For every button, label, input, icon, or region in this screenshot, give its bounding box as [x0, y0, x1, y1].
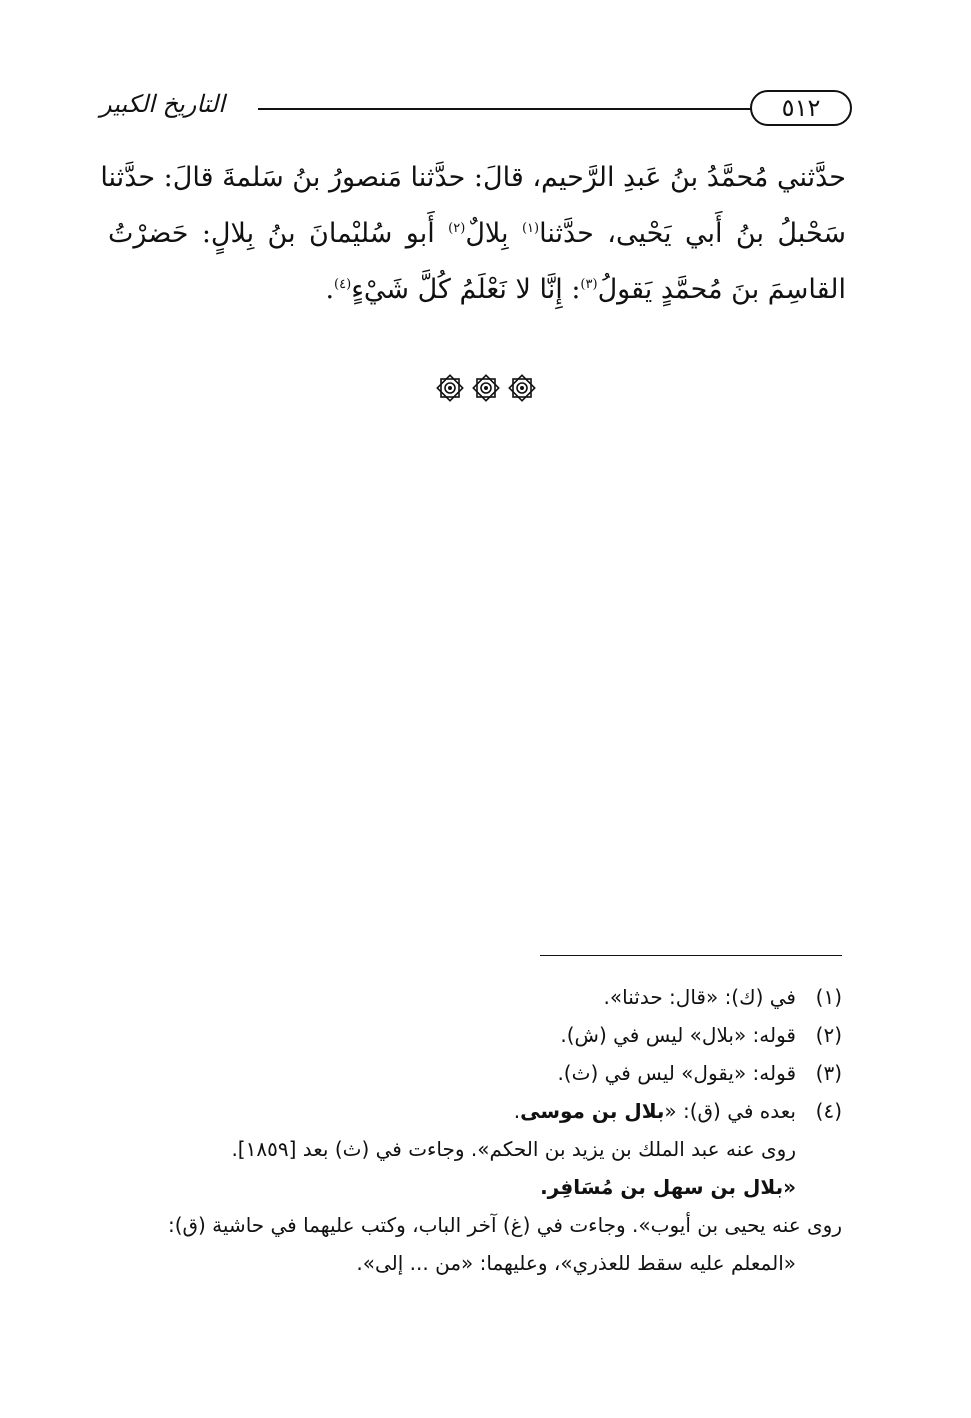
- ornament-icon-1: [434, 372, 466, 404]
- footnote-continuation: «المعلم عليه سقط للعذري»، وعليهما: «من ... إلى».: [356, 1251, 796, 1275]
- main-line-3: [108, 262, 846, 318]
- main-line-3-end: .: [325, 274, 335, 305]
- main-line-2-start: سَحْبلُ بنُ أَبي يَحْيى، حدَّثنا: [539, 218, 847, 249]
- main-line-2-mid: بِلالٌ: [465, 218, 522, 249]
- main-line-3-start: القاسِمَ بنَ مُحمَّدٍ يَقولُ: [597, 274, 846, 305]
- page-number: ٥١٢: [781, 94, 821, 122]
- footnote-item: [100, 1054, 842, 1092]
- footnote-continuation: روى عنه يحيى بن أيوب». وجاءت في (غ) آخر الباب، وكتب عليهما في حاشية (ق):: [167, 1213, 842, 1237]
- footnote-item: [100, 978, 842, 1016]
- footnote-item: [100, 1092, 842, 1130]
- footnote-text-suffix: .: [513, 1099, 521, 1123]
- main-line-3-mid: : إِنَّا لا نَعْلَمُ كُلَّ شَيْءٍ: [351, 274, 581, 305]
- footnote-continuation: «بلال بن سهل بن مُسَافِر.: [540, 1175, 796, 1199]
- main-text: [100, 150, 847, 318]
- main-line-1: حدَّثني مُحمَّدُ بنُ عَبدِ الرَّحيم، قالَ: حدَّثنا مَنصورُ بنُ سَلمةَ قالَ: حدَّثنا: [100, 162, 846, 193]
- footnotes: [100, 978, 842, 1282]
- header-rule: [258, 108, 752, 110]
- ornament-icon-2: [470, 372, 502, 404]
- footnote-text-prefix: بعده في (ق): «: [664, 1099, 796, 1123]
- footnote-marker-4: (٤): [334, 277, 352, 292]
- footnote-number: (٤): [815, 1099, 842, 1123]
- ornament-icon-3: [506, 372, 538, 404]
- footnote-item: [100, 1016, 842, 1054]
- footnote-number: (١): [815, 985, 842, 1009]
- footnote-rule: [540, 955, 842, 956]
- footnote-text: قوله: «يقول» ليس في (ث).: [557, 1061, 796, 1085]
- page-number-badge: [750, 90, 852, 126]
- page-header: [100, 88, 852, 132]
- main-line-2: [108, 206, 846, 262]
- book-title: التاريخ الكبير: [100, 90, 225, 118]
- footnote-text: قوله: «بلال» ليس في (ش).: [560, 1023, 796, 1047]
- footnote-text: [100, 1092, 796, 1130]
- footnote-text: في (ك): «قال: حدثنا».: [603, 985, 796, 1009]
- footnote-marker-3: (٣): [580, 277, 598, 292]
- footnote-continuation: روى عنه عبد الملك بن يزيد بن الحكم». وجاءت في (ث) بعد [١٨٥٩].: [231, 1137, 796, 1161]
- main-line-2-end: أَبو سُليْمانَ بنُ بِلالٍ: حَضرْتُ: [108, 218, 449, 249]
- footnote-marker-1: (١): [521, 221, 540, 236]
- footnote-number: (٢): [815, 1023, 842, 1047]
- footnote-marker-2: (٢): [448, 221, 466, 236]
- section-ornaments: [0, 372, 971, 412]
- footnote-text-bold: بلال بن موسى: [520, 1099, 665, 1123]
- footnote-number: (٣): [815, 1061, 842, 1085]
